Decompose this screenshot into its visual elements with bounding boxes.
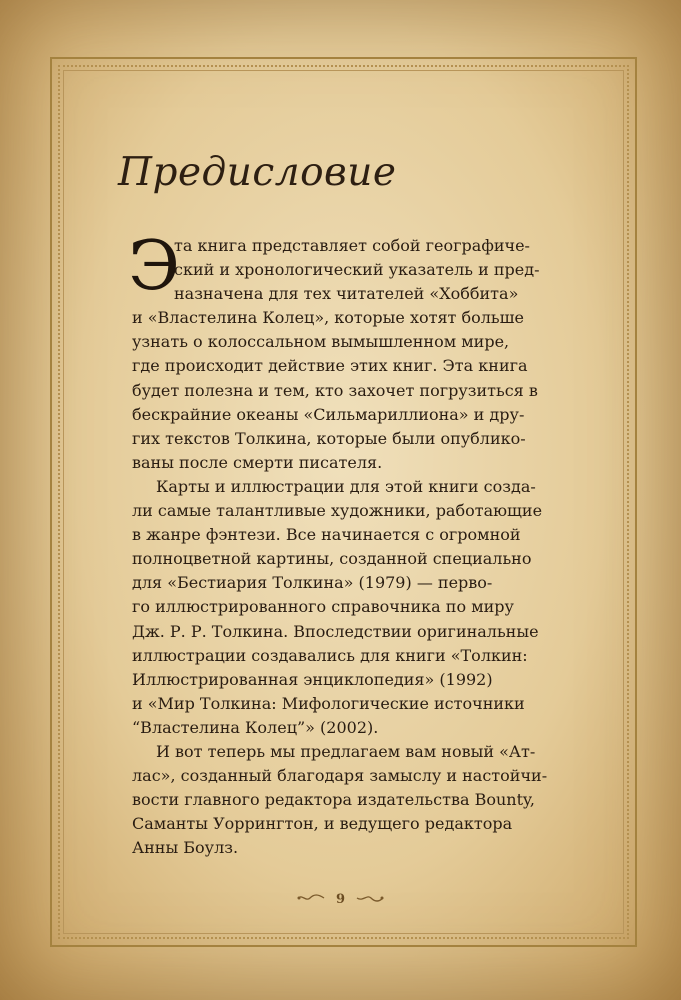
text-line: узнать о колоссальном вымышленном мире, [132,332,510,352]
text-line: вости главного редактора издательства Bounty, [132,790,535,810]
text-line: Саманты Уоррингтон, и ведущего редактора [132,814,513,834]
text-line: Иллюстрированная энциклопедия» (1992) [132,669,493,689]
text-line: будет полезна и тем, кто захочет погрузиться в [132,380,538,400]
drop-cap: Э [128,227,181,306]
body-text [128,227,564,860]
text-line: Анны Боулз. [132,838,239,858]
paragraph-1 [132,234,564,475]
text-line: лас», созданный благодаря замыслу и настойчи- [132,766,548,786]
text-line: ли самые талантливые художники, работающие [132,501,543,521]
text-line: Карты и иллюстрации для этой книги созда- [156,476,536,496]
text-line: для «Бестиария Толкина» (1979) — перво- [132,573,493,593]
text-line: где происходит действие этих книг. Эта книга [132,356,528,376]
text-line: Дж. Р. Р. Толкина. Впоследствии оригинальные [132,621,539,641]
text-line: полноцветной картины, созданной специально [132,549,532,569]
text-line: и «Властелина Колец», которые хотят больше [132,308,524,328]
page-footer [0,892,681,907]
paragraph-3 [132,740,564,860]
text-line: го иллюстрированного справочника по миру [132,597,514,617]
left-flourish-icon [296,892,326,907]
text-line: иллюстрации создавались для книги «Толкин: [132,645,528,665]
text-line: гих текстов Толкина, которые были опублико- [132,428,526,448]
right-flourish-icon [355,892,385,907]
text-line: назначена для тех читателей «Хоббита» [174,284,519,304]
page-title: Предисловие [118,150,397,195]
page-number: 9 [335,892,346,907]
text-line: И вот теперь мы предлагаем вам новый «Ат- [156,741,536,761]
text-line: в жанре фэнтези. Все начинается с огромной [132,525,521,545]
text-line: “Властелина Колец”» (2002). [132,717,379,737]
text-line: та книга представляет собой географиче- [174,236,530,255]
text-line: ский и хронологический указатель и пред- [174,260,540,280]
paragraph-2 [132,475,564,740]
text-line: ваны после смерти писателя. [132,452,383,472]
text-line: и «Мир Толкина: Мифологические источники [132,693,525,713]
text-line: бескрайние океаны «Сильмариллиона» и дру- [132,404,525,424]
